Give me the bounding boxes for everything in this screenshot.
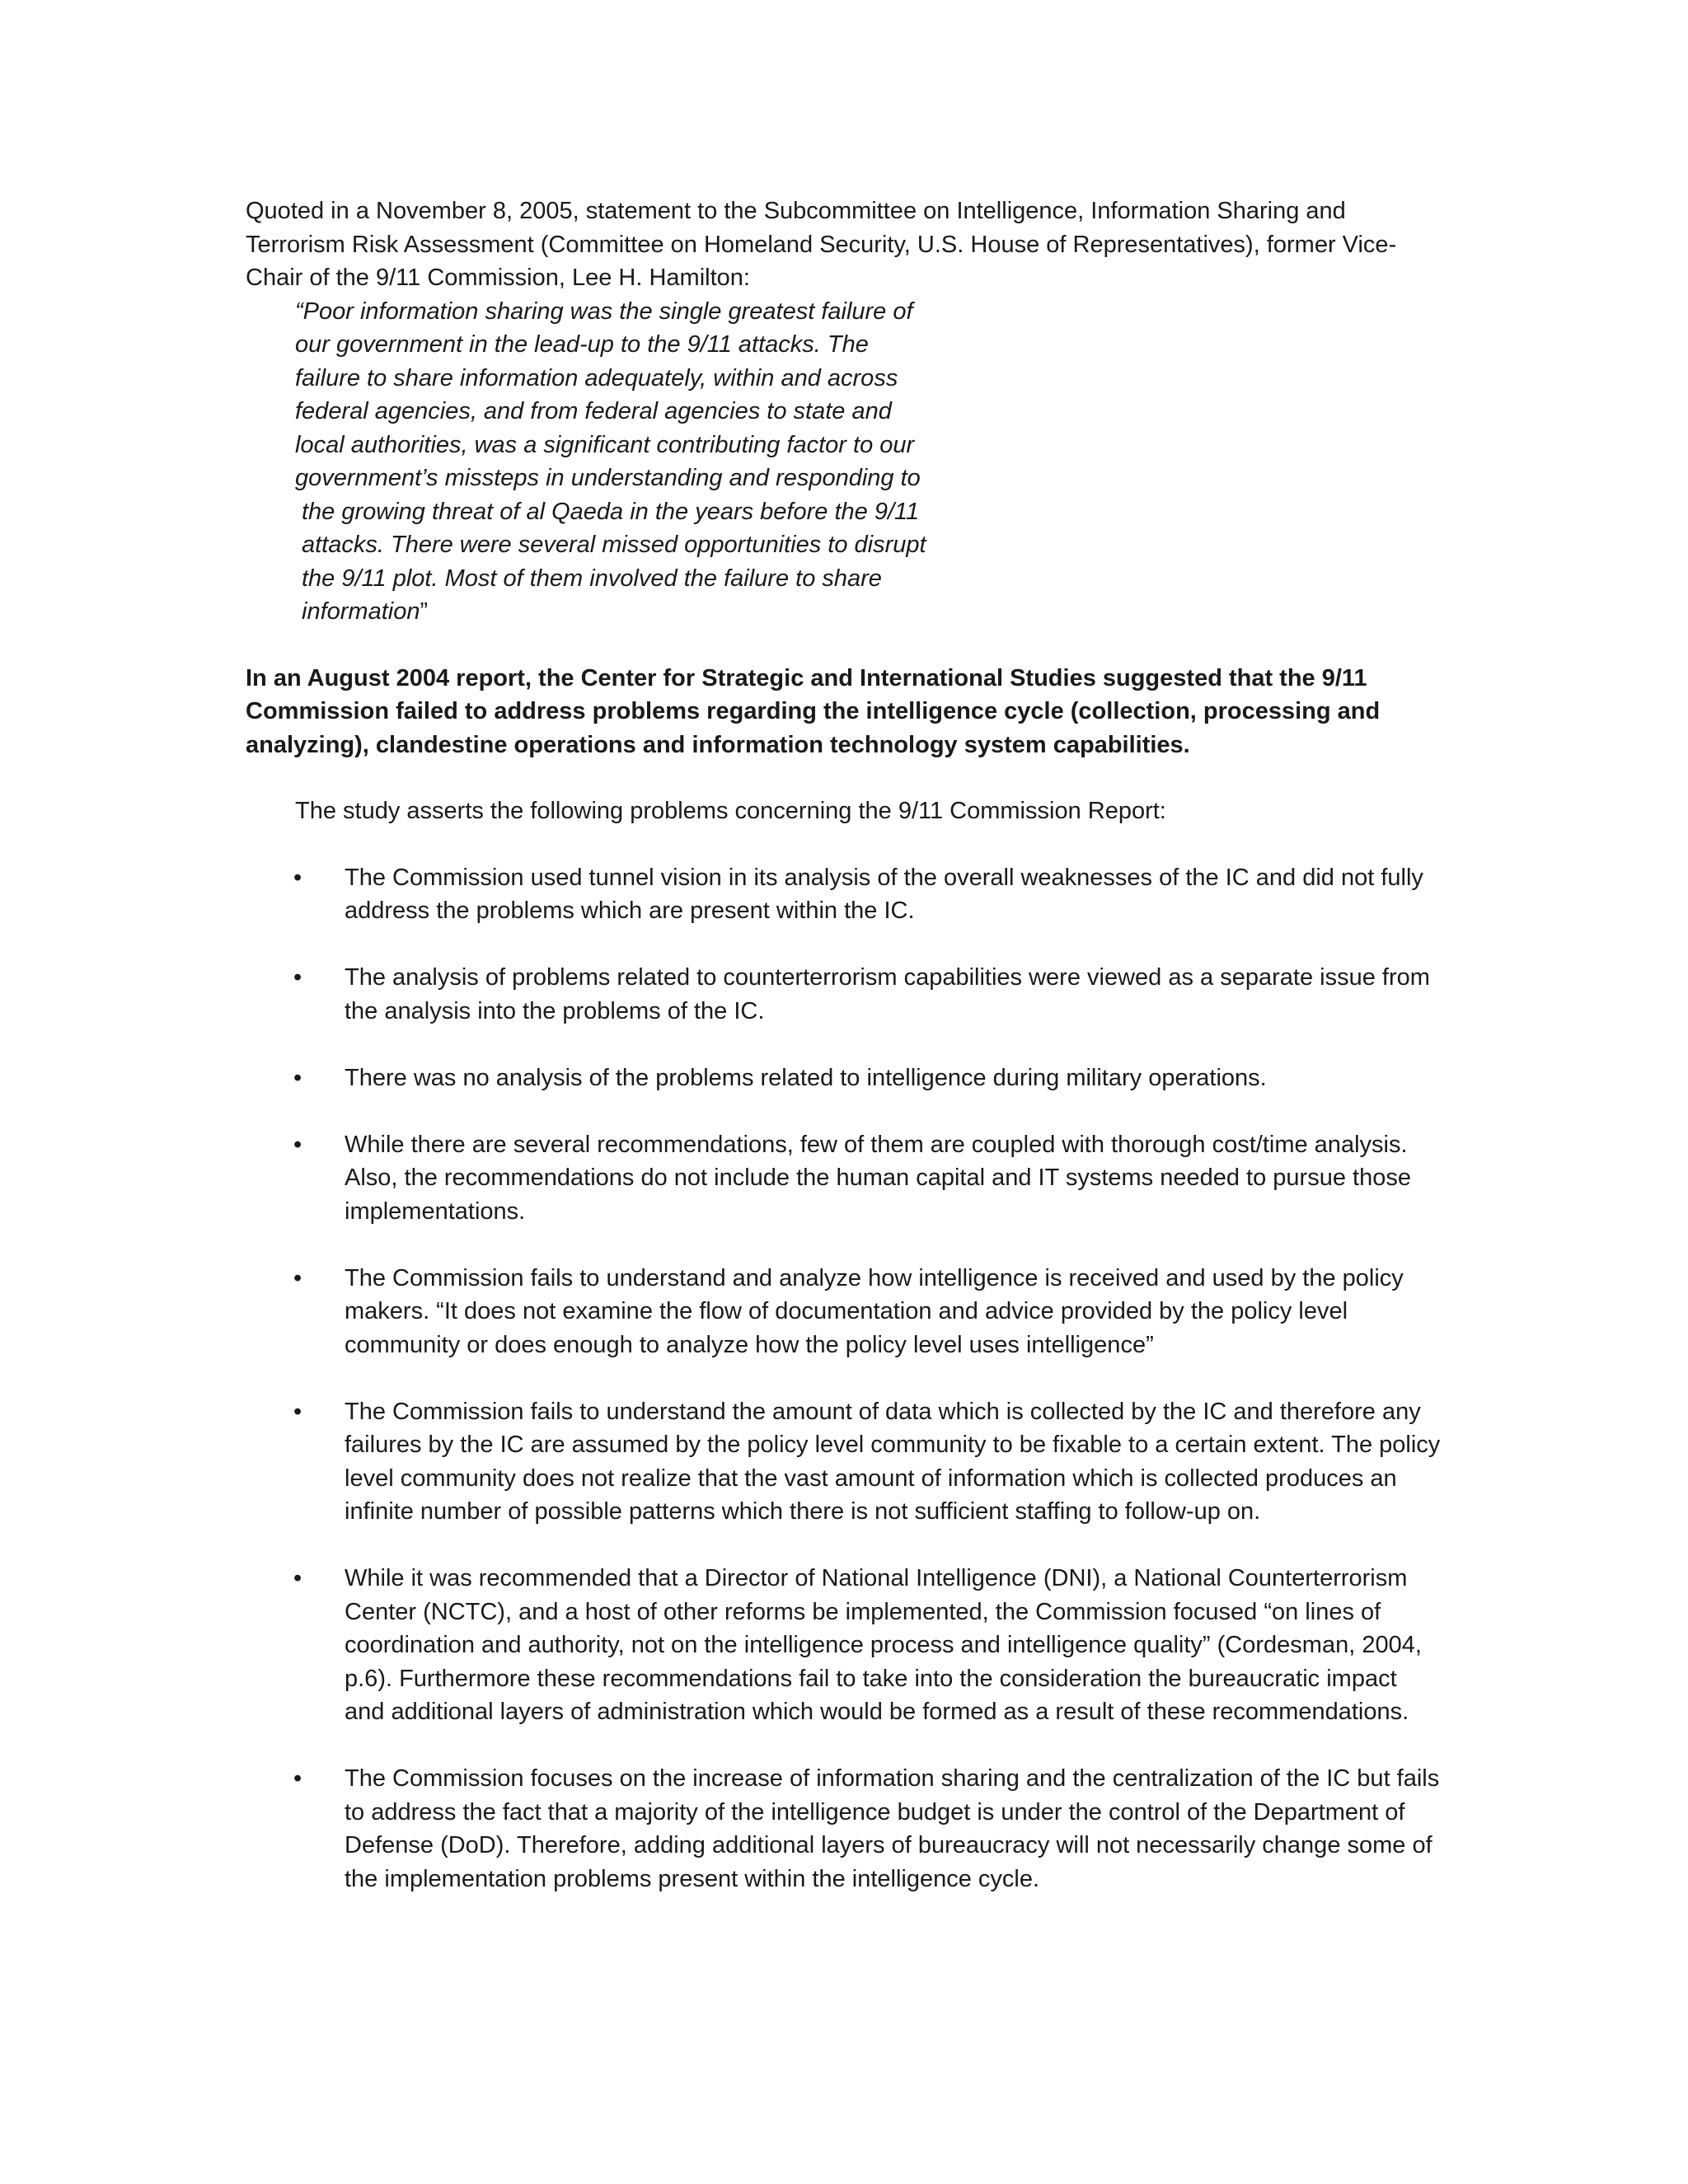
list-item-text: While there are several recommendations, few of them are coupled with thorough cost/time analysis. Also, the recommendations do not include the human capital and IT systems needed to pursue those implementations. bbox=[345, 1131, 1411, 1225]
list-item-text: The Commission fails to understand the amount of data which is collected by the IC and therefore any failures by the IC are assumed by the policy level community to be fixable to a certain extent. The policy level community does not realize that the vast amount of information which is collected produces an infinite number of possible patterns which there is not sufficient staffing to follow-up on. bbox=[345, 1398, 1441, 1525]
list-item-text: The Commission focuses on the increase of information sharing and the centralization of the IC but fails to address the fact that a majority of the intelligence budget is under the control of the Department of Defense (DoD). Therefore, adding additional layers of bureaucracy will not necessarily change some of the implementation problems present within the intelligence cycle. bbox=[345, 1765, 1440, 1892]
bullet-icon: • bbox=[293, 1765, 302, 1792]
list-item bbox=[246, 1062, 1441, 1095]
list-item bbox=[246, 1395, 1441, 1529]
bullet-icon: • bbox=[293, 1264, 302, 1291]
quote-line: the 9/11 plot. Most of them involved the failure to share bbox=[302, 565, 882, 592]
list-item-text: The Commission fails to understand and analyze how intelligence is received and used by the policy makers. “It does not examine the flow of documentation and advice provided by the policy level community or does enough to analyze how the policy level uses intelligence” bbox=[345, 1264, 1404, 1358]
list-item bbox=[246, 1562, 1441, 1729]
bullet-icon: • bbox=[293, 1064, 302, 1091]
quote-last-line bbox=[295, 595, 979, 629]
bullet-icon: • bbox=[293, 864, 302, 891]
bullet-icon: • bbox=[293, 1398, 302, 1425]
study-lead-sentence: The study asserts the following problems concerning the 9/11 Commission Report: bbox=[295, 798, 1166, 824]
list-item-text: The Commission used tunnel vision in its analysis of the overall weaknesses of the IC and did not fully address the problems which are present within the IC. bbox=[345, 864, 1423, 924]
hamilton-quote bbox=[295, 295, 979, 629]
quote-last-word: information bbox=[302, 598, 420, 625]
document-body bbox=[246, 194, 1441, 1896]
quote-line: our government in the lead-up to the 9/11 attacks. The bbox=[295, 331, 869, 358]
problems-list bbox=[246, 861, 1441, 1896]
list-item bbox=[246, 1128, 1441, 1229]
quote-line: the growing threat of al Qaeda in the years before the 9/11 bbox=[302, 498, 920, 525]
list-item-text: The analysis of problems related to counterterrorism capabilities were viewed as a separate issue from the analysis into the problems of the IC. bbox=[345, 964, 1430, 1024]
quote-line: “Poor information sharing was the single greatest failure of bbox=[295, 298, 913, 325]
list-item bbox=[246, 961, 1441, 1028]
bullet-icon: • bbox=[293, 1131, 302, 1158]
list-item-text: There was no analysis of the problems related to intelligence during military operations. bbox=[345, 1064, 1267, 1091]
bullet-icon: • bbox=[293, 1565, 302, 1591]
csis-report-paragraph: In an August 2004 report, the Center for Strategic and International Studies suggested that the 9/11 Commission failed to address problems regarding the intelligence cycle (collection, processing and analyzing), clandestine operations and information technology system capabilities. bbox=[246, 664, 1381, 758]
quote-line: attacks. There were several missed opportunities to disrupt bbox=[302, 532, 926, 558]
quote-line: government’s missteps in understanding and responding to bbox=[295, 465, 921, 491]
quote-line: failure to share information adequately, within and across bbox=[295, 364, 898, 391]
quote-closing-mark: ” bbox=[420, 598, 429, 625]
quote-line: federal agencies, and from federal agencies to state and bbox=[295, 398, 892, 424]
quote-line: local authorities, was a significant contributing factor to our bbox=[295, 431, 915, 458]
list-item bbox=[246, 861, 1441, 928]
list-item bbox=[246, 1262, 1441, 1362]
list-item-text: While it was recommended that a Director of National Intelligence (DNI), a National Counterterrorism Center (NCTC), and a host of other reforms be implemented, the Commission focused “on lines of coordination and authority, not on the intelligence process and intelligence quality” (Cordesman, 2004, p.6). Furthermore these recommendations fail to take into the consideration the bureaucratic impact and additional layers of administration which would be formed as a result of these recommendations. bbox=[345, 1565, 1422, 1725]
intro-paragraph: Quoted in a November 8, 2005, statement to the Subcommittee on Intelligence, Information Sharing and Terrorism Risk Assessment (Committee on Homeland Security, U.S. House of Representatives), former Vice-Chair of the 9/11 Commission, Lee H. Hamilton: bbox=[246, 198, 1397, 291]
list-item bbox=[246, 1762, 1441, 1896]
bullet-icon: • bbox=[293, 964, 302, 991]
